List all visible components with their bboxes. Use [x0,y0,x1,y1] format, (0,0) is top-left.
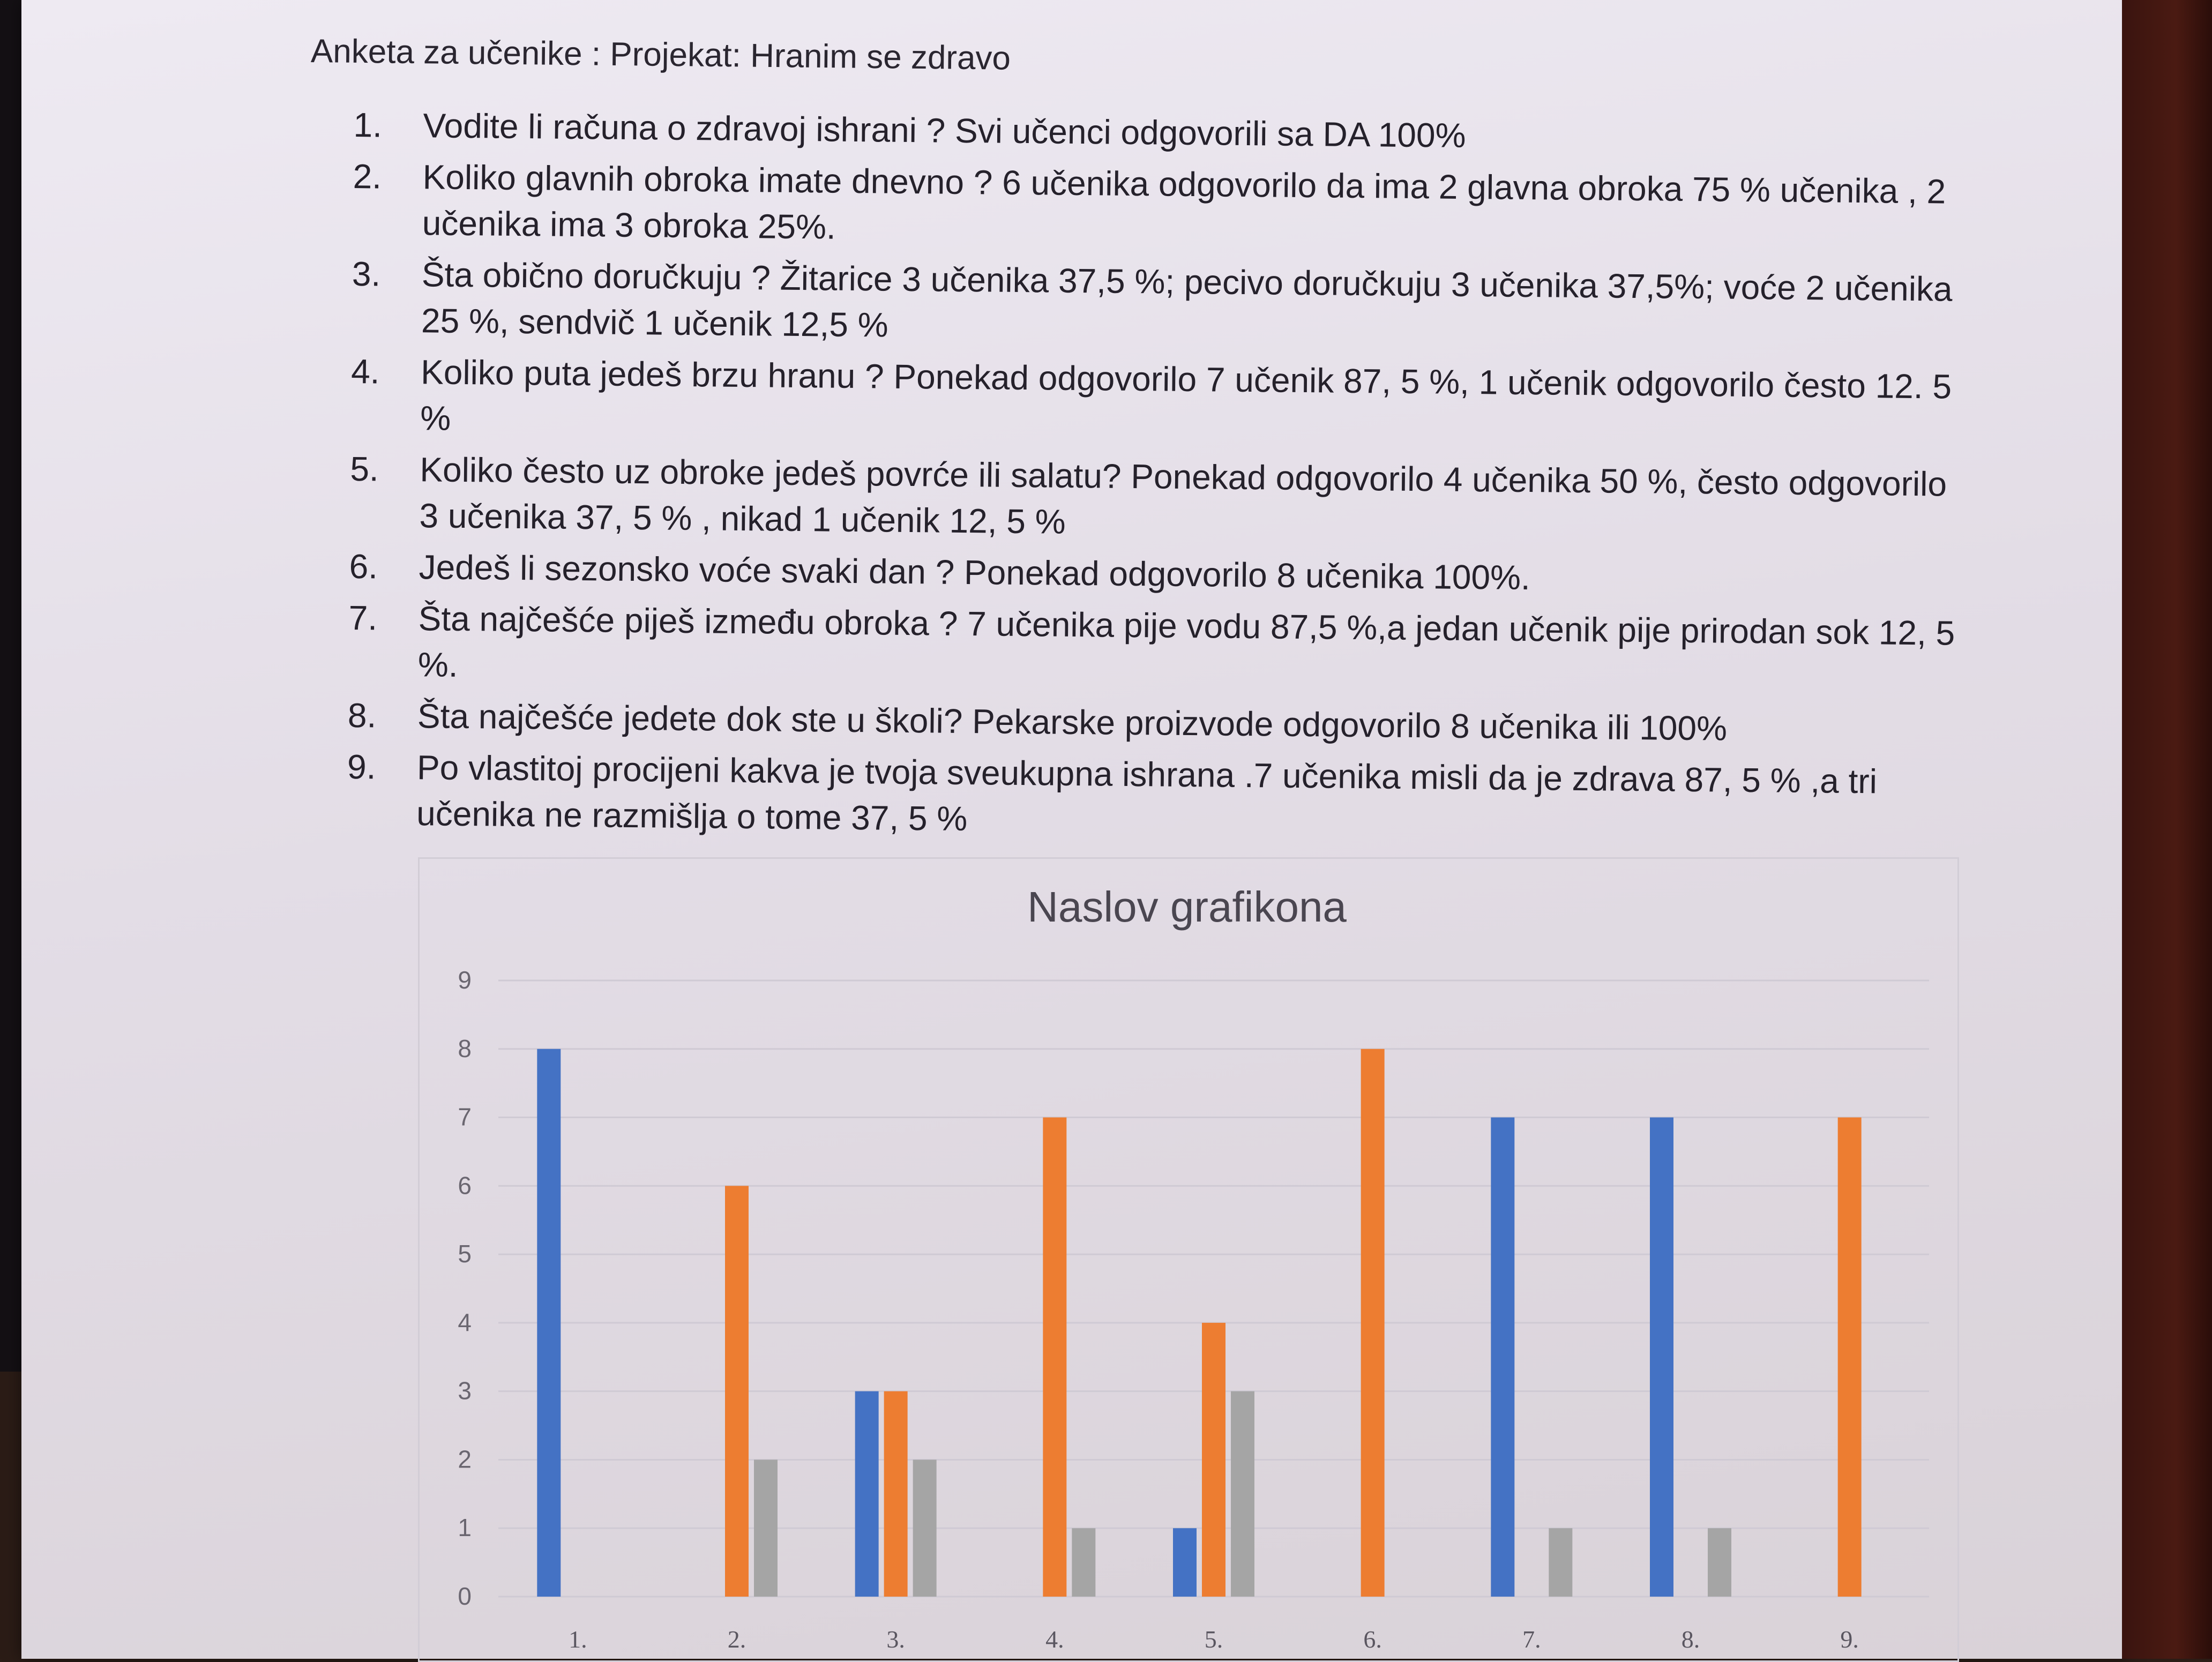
question-item [349,446,1958,553]
question-item [349,543,1957,605]
y-tick-label: 5 [458,1240,472,1268]
bar [1838,1118,1862,1597]
y-tick-label: 8 [458,1034,472,1062]
question-text: Šta najčešće jedete dok ste u školi? Pekarske proizvode odgovorilo 8 učenika ili 100% [417,697,1728,748]
chart-title: Naslov grafikona [1027,883,1347,931]
question-list [347,102,1961,857]
question-text: Koliko često uz obroke jedeš povrće ili salatu? Ponekad odgovorilo 4 učenika 50 %, često odgovorilo 3 učenika 37, 5 % , nikad 1 učenik 12, 5 % [419,450,1947,541]
question-number: 4. [350,351,380,391]
bar [1173,1528,1197,1597]
question-number: 1. [353,105,383,145]
question-text: Koliko puta jedeš brzu hranu ? Ponekad odgovorilo 7 učenik 87, 5 %, 1 učenik odgovorilo često 12. 5 % [420,353,1952,438]
question-item [352,153,1961,261]
question-item [348,692,1956,754]
bar [754,1459,778,1597]
x-tick-label: 4. [1045,1626,1064,1653]
bar [855,1391,879,1597]
bar [1708,1528,1731,1597]
question-text: Jedeš li sezonsko voće svaki dan ? Ponekad odgovorilo 8 učenika 100%. [419,548,1531,597]
y-axis-ticks [458,966,472,1610]
question-item [352,251,1960,358]
question-number: 6. [349,546,378,586]
bar [1231,1391,1254,1597]
x-axis-ticks [569,1626,1859,1653]
question-text: Šta obično doručkuju ? Žitarice 3 učenika 37,5 %; pecivo doručkuju 3 učenika 37,5%; voće 2 učenika 25 %, sendvič 1 učenik 12,5 % [421,255,1953,345]
bar [913,1459,937,1597]
bar [1043,1118,1066,1597]
y-tick-label: 7 [458,1103,472,1131]
bar [537,1049,561,1597]
question-number: 7. [348,598,378,638]
x-tick-label: 1. [569,1626,587,1653]
bar [1361,1049,1385,1597]
question-number: 3. [352,254,381,294]
question-item [347,744,1955,851]
y-tick-label: 4 [458,1308,472,1336]
y-tick-label: 2 [458,1445,472,1473]
y-tick-label: 1 [458,1514,472,1542]
y-tick-label: 9 [458,966,472,994]
question-number: 5. [350,449,379,489]
question-number: 8. [347,695,377,735]
bar [884,1391,908,1597]
x-tick-label: 6. [1363,1626,1382,1653]
document-title: Anketa za učenike : Projekat: Hranim se zdravo [310,33,1011,77]
x-tick-label: 3. [886,1626,905,1653]
bar [1549,1528,1572,1597]
question-number: 9. [347,747,376,787]
bar-chart [418,857,1956,1659]
question-number: 2. [353,156,382,196]
question-text: Koliko glavnih obroka imate dnevno ? 6 učenika odgovorilo da ima 2 glavna obroka 75 % učenika , 2 učenika ima 3 obroka 25%. [422,158,1946,246]
y-tick-label: 6 [458,1171,472,1200]
question-text: Vodite li računa o zdravoj ishrani ? Svi učenci odgovorili sa DA 100% [423,106,1466,155]
bar [1202,1323,1225,1597]
question-text: Po vlastitoj procijeni kakva je tvoja sveukupna ishrana .7 učenika misli da je zdrava 87, 5 % ,a tri učenika ne razmišlja o tome 37, 5 % [416,748,1878,839]
x-tick-label: 2. [727,1626,746,1653]
question-text: Šta najčešće piješ između obroka ? 7 učenika pije vodu 87,5 %,a jedan učenik pije prirodan sok 12, 5 %. [417,599,1955,684]
bar [1650,1118,1673,1597]
y-tick-label: 0 [458,1582,472,1610]
question-item [348,595,1957,702]
bar [1072,1528,1095,1597]
bar [725,1186,749,1597]
x-tick-label: 5. [1204,1626,1223,1653]
bar [1491,1118,1514,1597]
x-tick-label: 7. [1522,1626,1541,1653]
x-tick-label: 8. [1681,1626,1700,1653]
question-item [350,348,1959,456]
y-tick-label: 3 [458,1376,472,1405]
table-surface-right [2122,0,2212,1659]
x-tick-label: 9. [1840,1626,1859,1653]
